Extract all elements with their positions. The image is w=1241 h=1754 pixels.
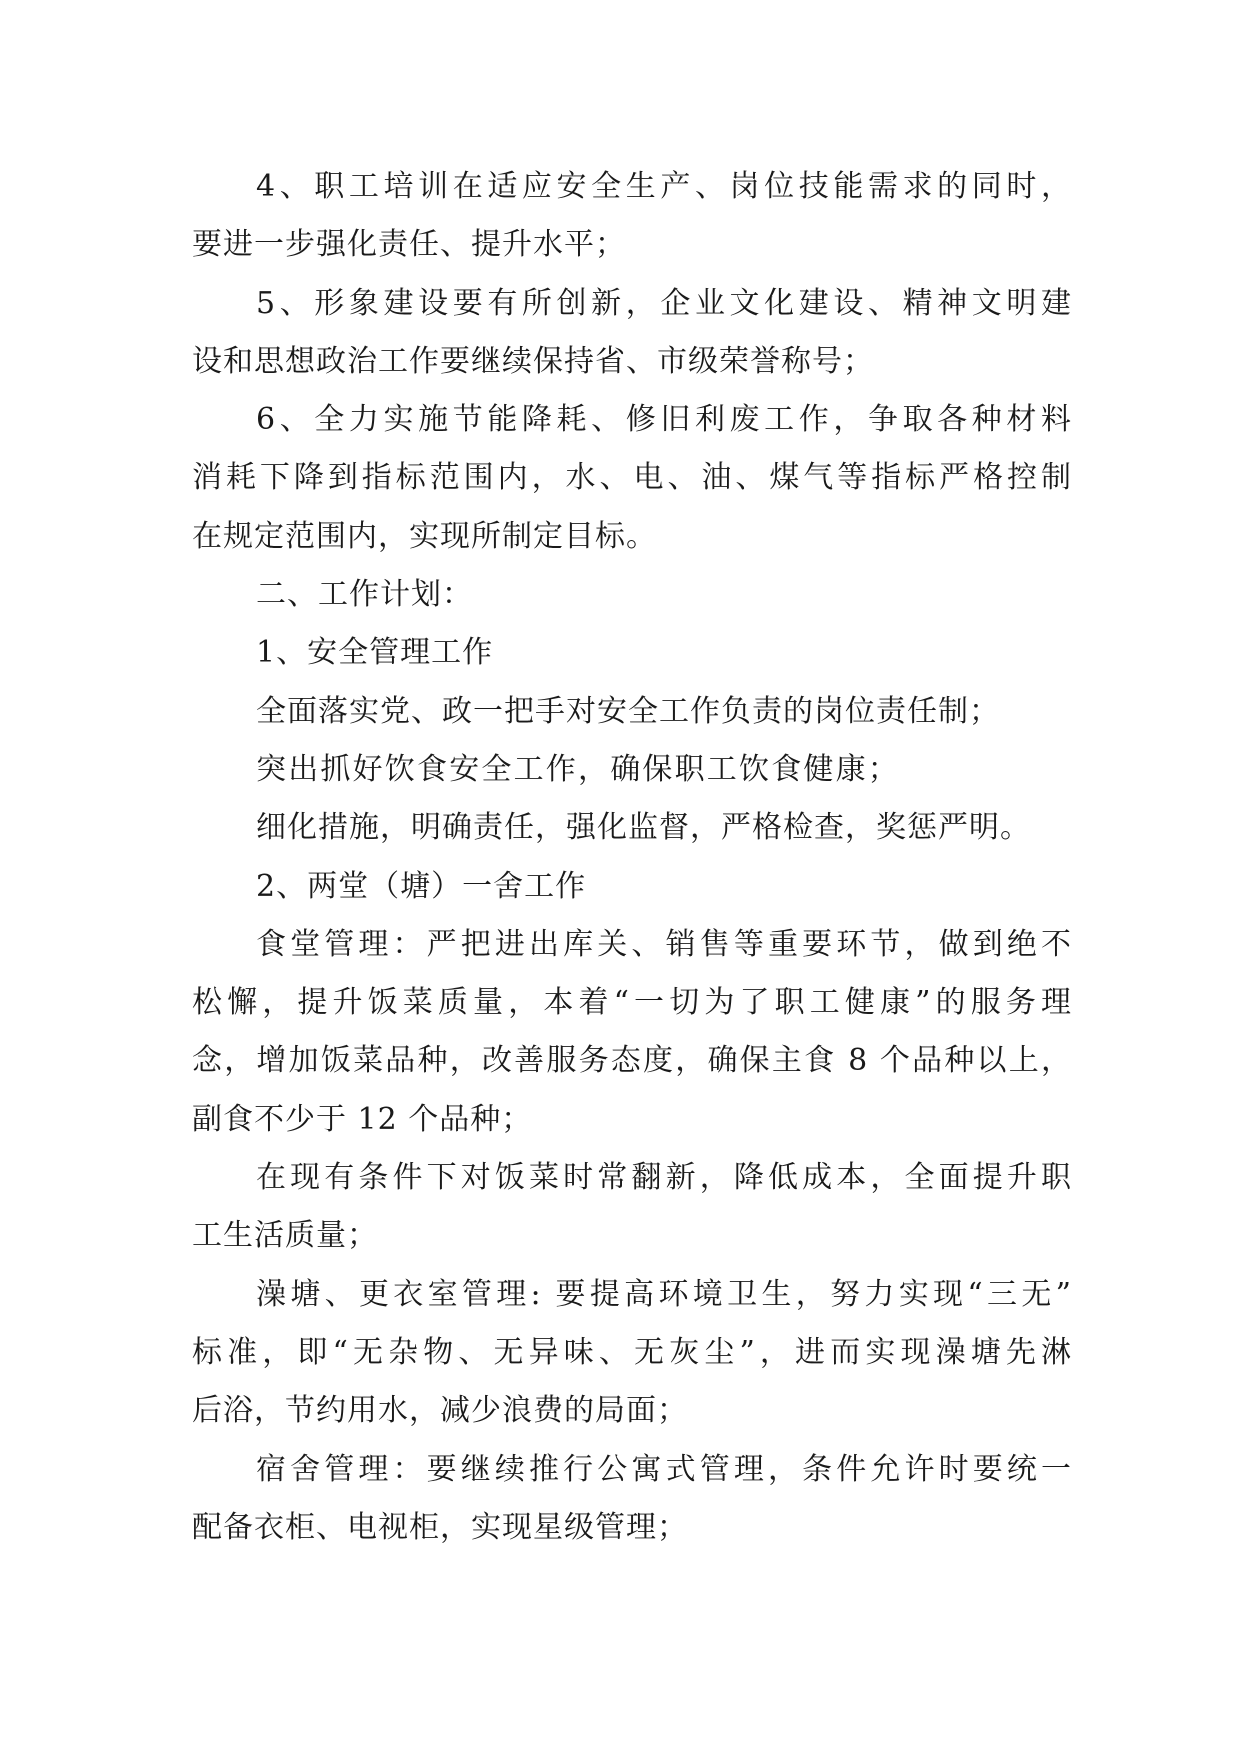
text-line: 澡塘、更衣室管理: 要提高环境卫生，努力实现“三无” <box>256 1276 1072 1312</box>
text-line: 工生活质量； <box>192 1218 378 1254</box>
text-line: 松懈，提升饭菜质量，本着“一切为了职工健康”的服务理 <box>192 985 1072 1021</box>
text-line: 念，增加饭菜品种，改善服务态度，确保主食 8 个品种以上， <box>192 1043 1072 1079</box>
text-line: 消耗下降到指标范围内，水、电、油、煤气等指标严格控制 <box>192 460 1072 496</box>
text-line: 后浴，节约用水，减少浪费的局面； <box>192 1393 688 1429</box>
text-line: 6、全力实施节能降耗、修旧利废工作，争取各种材料 <box>256 402 1072 438</box>
list-item: 全面落实党、政一把手对安全工作负责的岗位责任制； <box>256 693 1000 729</box>
document-body <box>192 158 1072 1557</box>
text-line: 副食不少于 12 个品种； <box>192 1101 533 1137</box>
subsection-heading-safety: 1、安全管理工作 <box>256 635 494 671</box>
list-item: 细化措施，明确责任，强化监督，严格检查，奖惩严明。 <box>256 810 1031 846</box>
text-line: 食堂管理：严把进出库关、销售等重要环节，做到绝不 <box>256 926 1072 962</box>
text-line: 宿舍管理：要继续推行公寓式管理，条件允许时要统一 <box>256 1451 1072 1487</box>
text-line: 要进一步强化责任、提升水平； <box>192 227 626 263</box>
section-heading: 二、工作计划： <box>256 577 473 613</box>
bath-paragraph <box>192 1266 1072 1441</box>
goal-paragraph-6 <box>192 391 1072 566</box>
canteen-paragraph <box>192 916 1072 1149</box>
text-line: 在现有条件下对饭菜时常翻新，降低成本，全面提升职 <box>256 1160 1072 1196</box>
dorm-paragraph <box>192 1441 1072 1558</box>
text-line: 标准，即“无杂物、无异味、无灰尘”，进而实现澡塘先淋 <box>192 1334 1072 1370</box>
renew-paragraph <box>192 1149 1072 1266</box>
subsection-heading-halls: 2、两堂（塘）一舍工作 <box>256 868 587 904</box>
text-line: 设和思想政治工作要继续保持省、市级荣誉称号； <box>192 343 874 379</box>
text-line: 在规定范围内，实现所制定目标。 <box>192 518 657 554</box>
text-line: 配备衣柜、电视柜，实现星级管理； <box>192 1509 688 1545</box>
goal-paragraph-4 <box>192 158 1072 275</box>
goal-paragraph-5 <box>192 275 1072 392</box>
text-line: 4、职工培训在适应安全生产、岗位技能需求的同时， <box>256 169 1072 204</box>
text-line: 5、形象建设要有所创新，企业文化建设、精神文明建 <box>256 285 1072 321</box>
list-item: 突出抓好饮食安全工作，确保职工饮食健康； <box>256 751 900 787</box>
